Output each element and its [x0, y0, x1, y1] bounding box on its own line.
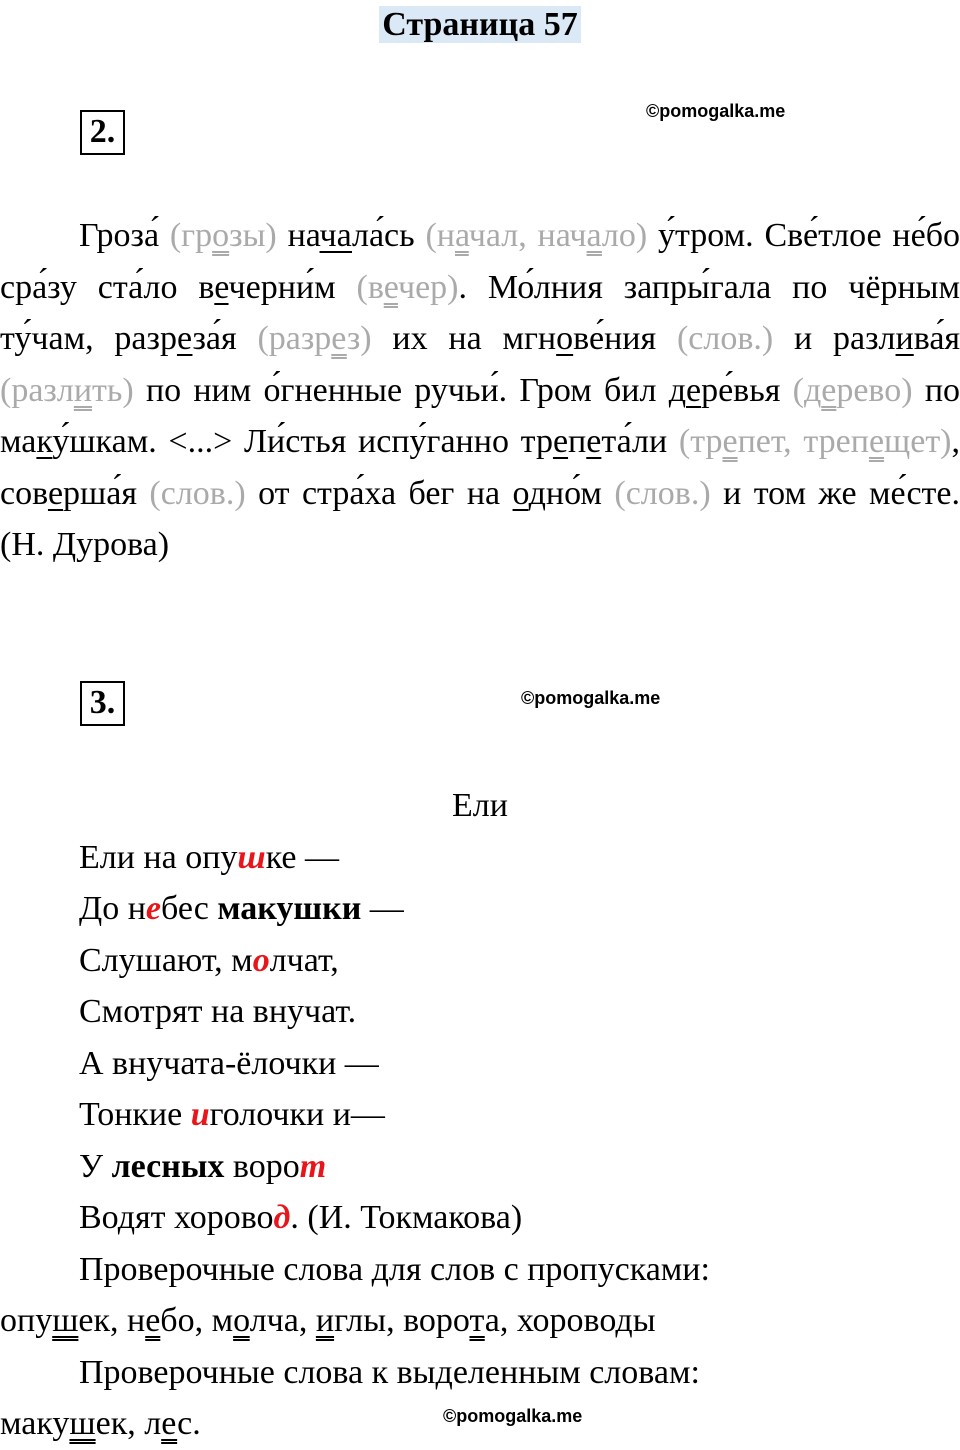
poem-title: Ели — [452, 787, 508, 824]
poem-line: Ели на опушке — — [79, 838, 340, 876]
watermark-2: ©pomogalka.me — [521, 688, 661, 708]
poem-line: Тонкие иголочки и— — [79, 1096, 385, 1133]
poem-line: Слушают, молчат, — [79, 941, 339, 979]
check-words-label: Проверочные слова для слов с пропусками: — [79, 1250, 710, 1288]
watermark-1: ©pomogalka.me — [646, 101, 786, 121]
watermark-3: ©pomogalka.me — [443, 1406, 583, 1426]
poem-line: До небес макушки — — [79, 890, 404, 927]
page-title-text: Страница 57 — [379, 6, 580, 43]
poem-line: А внучата-ёлочки — — [79, 1044, 379, 1082]
task-2-paragraph: Гроза́ (грозы) начала́сь (начал, начало) у́тром. Све́тлое не́бо сра́зу ста́ло вечерни́м (вечер). Мо́лния запры́гала по чёрным ту́чам, разреза́я (разрез) их на мгнове́ния (слов.) и разлива́я (разлить) по ним о́гненные ручьи́. Гром бил дере́вья (дерево) по маку́шкам. <...> Ли́стья испу́ганно трепета́ли (трепет, трепещет), соверша́я (слов.) от стра́ха бег на одно́м (слов.) и том же ме́сте. (Н. Дурова) — [0, 217, 960, 563]
task-3-number: 3. — [80, 681, 125, 726]
task-2-number: 2. — [80, 110, 125, 155]
bold-words-label: Проверочные слова к выделенным словам: — [79, 1353, 700, 1391]
check-words: опушек, небо, молча, иглы, ворота, хороводы — [0, 1302, 656, 1339]
poem-line: Водят хоровод. (И. Токмакова) — [79, 1199, 523, 1236]
poem-line: Смотрят на внучат. — [79, 993, 357, 1030]
bold-words: макушек, лес. — [0, 1405, 201, 1442]
task-3-poem — [0, 780, 960, 1450]
poem-line: У лесных ворот — [79, 1147, 327, 1185]
page-title — [0, 4, 960, 46]
